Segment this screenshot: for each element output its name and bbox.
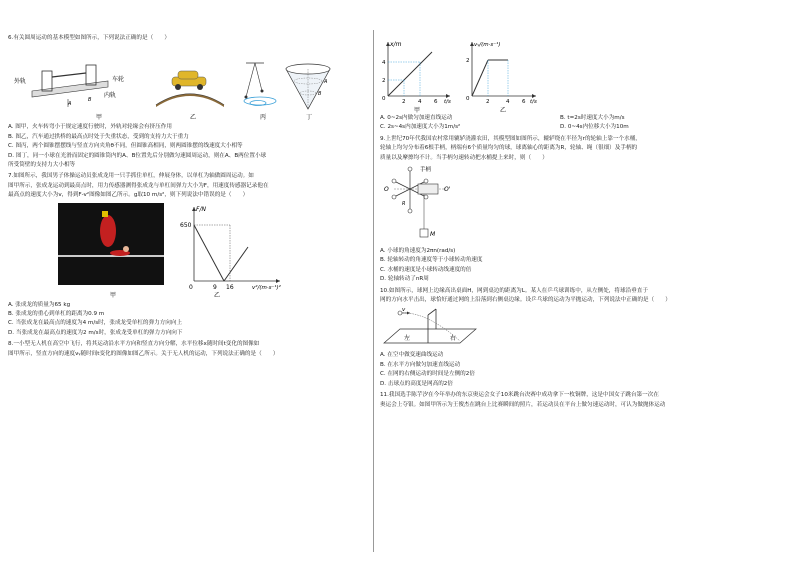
- vt-x-label: t/s: [530, 99, 537, 105]
- windlass-diagram: [392, 167, 446, 237]
- q9-stem-1: 9.上世纪70年代我国农村常用辘轳浇灌农田，其模型图如图所示，辘轳绕在半径为r的轮轴上靠一个水桶，: [380, 135, 641, 142]
- q6-option-d-cont: 所受筒壁的支持力大小相等: [8, 162, 76, 169]
- label-m: M: [430, 231, 436, 239]
- label-outer-rail: 外轨: [14, 78, 27, 86]
- xt-y-tick-2: 2: [382, 78, 386, 84]
- xt-y-tick-0: 0: [382, 96, 386, 102]
- xt-y-label: x/m: [390, 41, 402, 48]
- graph-x-axis-label: v²/(m·s⁻¹)²: [252, 284, 281, 291]
- vy-t-graph: [470, 42, 536, 98]
- vt-x-tick-2: 2: [486, 99, 490, 105]
- q8-option-a: A. 0~2s内做匀加速直线运动: [380, 115, 453, 121]
- xt-x-tick-6: 6: [434, 99, 438, 105]
- vt-x-tick-6: 6: [522, 99, 526, 105]
- q10-option-c: C. 在网的右侧运动的时间是左侧的2倍: [380, 371, 475, 378]
- ping-pong-table: [384, 309, 476, 343]
- vt-y-tick-0: 0: [466, 96, 470, 102]
- graph-x-tick-16: 16: [226, 283, 234, 291]
- q7-option-a: A. 张成龙的质量为65 kg: [8, 301, 71, 308]
- q8-stem-1: 8.一小型无人机在高空中飞行，将其运动沿水平方向和竖直方向分解，水平位移x随时间t变化的图像如: [8, 341, 260, 348]
- q9-figure: [380, 163, 785, 247]
- cone-label-b: B: [318, 91, 322, 98]
- caption-jia: 甲: [96, 114, 103, 122]
- q10-figure-svg: [380, 305, 785, 351]
- caption-ding: 丁: [306, 114, 313, 122]
- q8-figures: [380, 36, 785, 114]
- q6-figure-svg: [8, 43, 368, 123]
- fig-conical-pendulum: [244, 63, 276, 106]
- q7-option-b: B. 张成龙的重心到单杠的距离为0.9 m: [8, 311, 105, 318]
- q11-stem-2: 奥运会上夺银。如图甲所示为王俊杰在跳台上比赛瞬间的照片，若运动员在平台上做匀速运动时，可认为做抛体运动: [380, 401, 666, 408]
- label-wheel: 车轮: [112, 76, 125, 84]
- q10-option-d: D. 击球点的高度是网高的2倍: [380, 380, 453, 387]
- q6-option-b: B. 图乙，汽车通过拱桥的最高点时处于失重状态，受到的支持力大于重力: [8, 133, 189, 140]
- q9-option-d: D. 轮轴转动了nR周: [380, 276, 429, 283]
- q6-option-d: D. 图丁，同一小球在光滑而固定的圆锥筒内的A、B位置先后分别做匀速圆周运动，则在A、B两位置小球: [8, 152, 267, 159]
- xt-y-tick-4: 4: [382, 60, 386, 66]
- q11-stem-1: 11.我国选手陈芋汐在今年举办的东京奥运会女子10米跳台决赛中成功拿下一枚铜牌，这是中国女子跳台第一次在: [380, 392, 659, 399]
- xt-x-label: t/s: [444, 99, 451, 105]
- q7-stem-1: 7.如图所示，我国男子体操运动员张成龙用一只手抓住单杠，伸展身体，以单杠为轴做圆周运动。如: [8, 173, 254, 180]
- label-v: v: [402, 307, 406, 314]
- q7-figure-svg: [8, 201, 368, 301]
- label-r: R: [402, 201, 406, 208]
- q7-figures: [8, 201, 368, 301]
- x-t-graph: [386, 42, 450, 98]
- q10-option-a: A. 在空中做变速曲线运动: [380, 352, 444, 359]
- graph-y-axis-label: F/N: [196, 205, 206, 213]
- column-divider: [373, 30, 374, 552]
- cone-label-a: A: [324, 79, 328, 86]
- caption-yi: 乙: [190, 114, 197, 122]
- label-a: A: [68, 101, 72, 108]
- label-right: 右: [450, 335, 457, 343]
- fig-car-bridge: [156, 71, 224, 107]
- q9-option-c: C. 水桶的速度是小球转动线速度的倍: [380, 266, 472, 273]
- q9-option-a: A. 小球的角速度为2πn(rad/s): [380, 248, 456, 255]
- fig-cone: [286, 64, 330, 109]
- label-handle: 手柄: [420, 167, 432, 174]
- label-o-prime: O': [444, 186, 451, 194]
- q8-option-b: B. t=2s时速度大小为m/s: [560, 115, 625, 121]
- q10-figure: [380, 305, 785, 351]
- caption-bing: 丙: [260, 114, 267, 122]
- q8-option-c: C. 2s~4s内加速度大小为1m/s²: [380, 124, 461, 131]
- label-b: B: [88, 97, 92, 104]
- q10-stem-2: 网的方向水平击出，球恰好通过网的上沿落到右侧桌边缘。设乒乓球的运动为平抛运动，下列说法中正确的是（ ）: [380, 297, 671, 304]
- q8-figure-svg: [380, 36, 785, 114]
- graph-x-tick-9: 9: [213, 283, 217, 291]
- vt-y-tick-2: 2: [466, 58, 470, 64]
- vt-y-label: vᵧ/(m·s⁻¹): [474, 42, 501, 48]
- right-column: [380, 36, 785, 410]
- q7-option-c: C. 当张成龙在最高点的速度为4 m/s时，张成龙受单杠的弹力方向向上: [8, 320, 183, 327]
- f-v2-graph: [192, 207, 280, 283]
- caption-yi-8: 乙: [500, 107, 507, 114]
- xt-x-tick-2: 2: [402, 99, 406, 105]
- label-left: 左: [404, 335, 411, 343]
- q8-options-row-2: [380, 123, 740, 132]
- xt-x-tick-4: 4: [418, 99, 422, 105]
- caption-jia-8: 甲: [414, 107, 421, 114]
- q6-option-c: C. 图丙，两个圆锥摆摆线与竖直方向夹角θ不同，但圆锥高相同，则两圆锥摆的线速度大小相等: [8, 143, 243, 150]
- graph-y-tick-650: 650: [180, 221, 192, 229]
- label-o: O: [384, 186, 389, 194]
- q10-option-b: B. 在水平方向做匀加速直线运动: [380, 361, 461, 368]
- q9-stem-2: 轮轴上均匀分布着6根手柄，柄端有6个质量均匀的球，球离轴心的距离为R，轮轴、绳（很细）及手柄的: [380, 145, 638, 152]
- q6-stem: 6.有关圆周运动的基本模型如图所示，下列说法正确的是（ ）: [8, 35, 170, 41]
- caption-yi-7: 乙: [214, 291, 221, 299]
- gymnast-photo: [58, 203, 164, 285]
- q7-stem-3: 最高点的速度大小为v，得到F-v²图像如图乙所示。g取10 m/s²，则下列说法中错误的是（ ）: [8, 192, 249, 199]
- left-column: [8, 34, 368, 359]
- vt-x-tick-4: 4: [506, 99, 510, 105]
- q10-stem-1: 10.如图所示，球网上边缘高出桌面H，网到桌边的距离为L。某人在乒乓球训练中，从左侧处，将球沿垂直于: [380, 287, 648, 294]
- q8-option-d: D. 0~4s内位移大小为10m: [560, 124, 629, 131]
- q8-stem-2: 图甲所示，竖直方向的速度vᵧ随时间t变化的图像如图乙所示。关于无人机的运动，下列说法正确的是（ ）: [8, 350, 279, 357]
- q6-figures: [8, 43, 368, 123]
- q7-option-d: D. 当张成龙在最高点的速度为2 m/s时，张成龙受单杠的弹力方向向下: [8, 329, 183, 336]
- q8-options-row-1: [380, 114, 740, 123]
- q7-stem-2: 图甲所示，张成龙运动到最高点时，用力传感器测得张成龙与单杠间弹力大小为F，用速度传感器记录他在: [8, 182, 269, 189]
- graph-x-tick-0: 0: [189, 283, 193, 291]
- caption-jia-7: 甲: [110, 291, 117, 299]
- q9-figure-svg: [380, 163, 785, 247]
- q9-option-b: B. 轮轴转动的角速度等于小球转动角速度: [380, 257, 483, 264]
- label-inner-rail: 内轨: [104, 92, 117, 100]
- q9-stem-3: 质量以及摩擦均不计。当手柄匀速转动把水桶提上来时，则（ ）: [380, 154, 548, 161]
- q6-option-a: A. 图甲，火车转弯小于规定速度行驶时，外轨对轮缘会有挤压作用: [8, 124, 172, 131]
